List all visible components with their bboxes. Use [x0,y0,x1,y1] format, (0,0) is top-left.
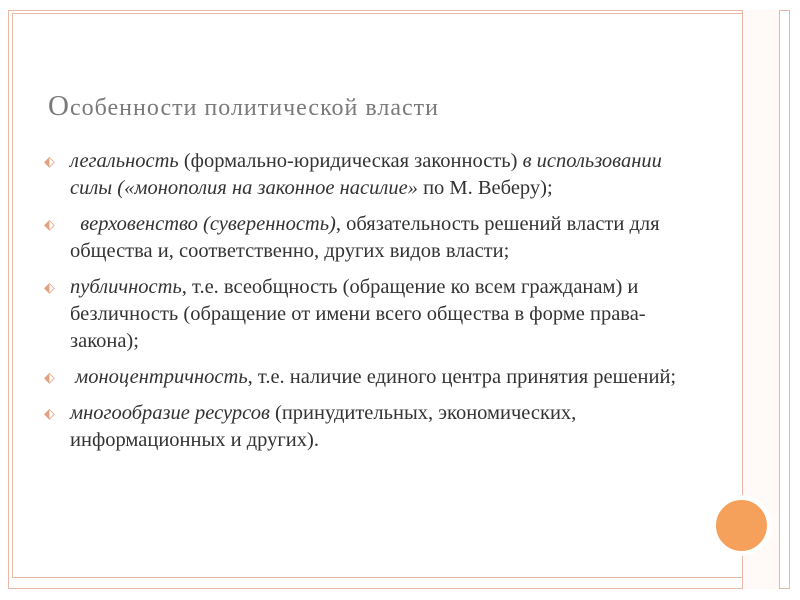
diamond-bullet-icon: ⬖ [44,280,55,296]
slide-title [48,90,708,123]
diamond-bullet-icon: ⬖ [44,370,55,386]
item-italic-phrase: в использовании силы («монополия на законное насилие» [70,150,662,199]
list-item [44,211,694,265]
item-italic-term: публичность [70,276,182,298]
bullet-list [44,148,694,463]
item-italic-term: многообразие ресурсов [70,402,270,424]
list-item [44,274,694,355]
item-text-end: по М. Веберу); [417,177,553,199]
item-italic-term: легальность [70,150,179,172]
diamond-bullet-icon: ⬖ [44,406,55,422]
item-text: , т.е. наличие единого центра принятия решений; [247,366,677,388]
list-item [44,400,694,454]
title-capital: О [48,90,70,122]
item-text: , обязательность решений власти для общества и, соответственно, других видов власти; [70,213,660,262]
item-italic-term: моноцентричность [70,366,248,388]
item-text: (формально-юридическая законность) [178,150,523,172]
list-item [44,364,694,391]
item-text: (принудительных, экономических, информационных и других). [70,402,577,451]
diamond-bullet-icon: ⬖ [44,154,55,170]
list-item [44,148,694,202]
diamond-bullet-icon: ⬖ [44,217,55,233]
decorative-circle-icon [711,495,772,556]
item-italic-term: верховенство (суверенность) [70,213,336,235]
title-rest: собенности политической власти [69,95,439,121]
item-text: , т.е. всеобщность (обращение ко всем гражданам) и безличность (обращение от имени всего общества в форме права-закона); [70,276,646,352]
